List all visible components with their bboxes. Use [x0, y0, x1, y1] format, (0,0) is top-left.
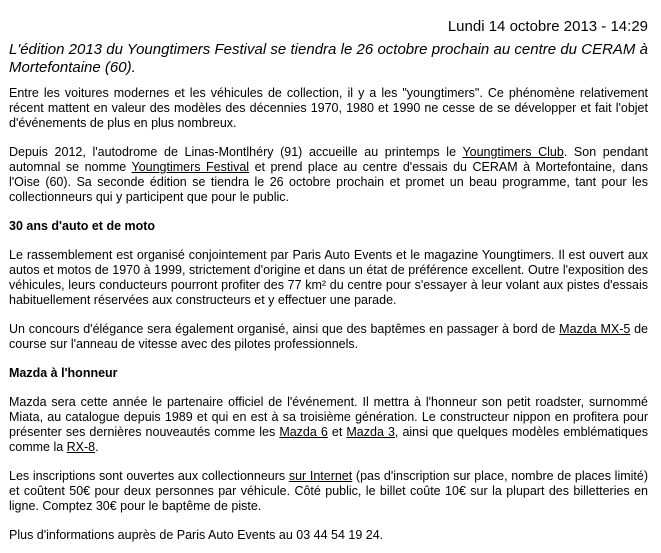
youngtimers-festival-link[interactable]: Youngtimers Festival [131, 160, 250, 174]
text-segment: et [327, 425, 347, 439]
text-segment: . [95, 440, 99, 454]
paragraph-concours [9, 322, 648, 352]
article-lead: L'édition 2013 du Youngtimers Festival se tiendra le 26 octobre prochain au centre du CERAM à Mortefontaine (60). [9, 41, 648, 76]
text-segment: Depuis 2012, l'autodrome de Linas-Montlhéry (91) accueille au printemps le [9, 145, 463, 159]
section-heading-30-ans: 30 ans d'auto et de moto [9, 219, 156, 233]
article-date: Lundi 14 octobre 2013 - 14:29 [447, 18, 648, 35]
paragraph-inscriptions [9, 469, 648, 514]
paragraph-organisation: Le rassemblement est organisé conjointement par Paris Auto Events et le magazine Youngtimers. Il est ouvert aux autos et motos de 1970 à 1999, strictement d'origine et dans un état de préférence excellent. Outre l'exposition des véhicules, leurs conducteurs pourront profiter des 77 km² du centre pour s'essayer à leur volant aux pistes d'essais habituellement réservées aux constructeurs et y effectuer une parade. [9, 248, 648, 307]
mazda-6-link[interactable]: Mazda 6 [279, 425, 328, 439]
text-segment: Les inscriptions sont ouvertes aux collectionneurs [9, 469, 289, 483]
paragraph-mazda [9, 395, 648, 455]
section-heading-mazda: Mazda à l'honneur [9, 366, 118, 380]
text-segment: Un concours d'élégance sera également organisé, ainsi que des baptêmes en passager à bord de [9, 322, 560, 336]
paragraph-history [9, 145, 648, 205]
text-segment: Mazda sera cette année le partenaire officiel de l'événement. Il mettra à l'honneur son petit roadster, surnommé Miata, au catalogue depuis 1989 et qui en est à sa troisième génération. Le constructeur nippon en profitera pour présenter ses dernières nouveautés comme les [9, 395, 648, 439]
youngtimers-club-link[interactable]: Youngtimers Club [462, 145, 564, 159]
text-segment: et prend place au centre d'essais du CERAM à Mortefontaine, dans l'Oise (60). Sa seconde édition se tiendra le 26 octobre prochain et promet un beau programme, tant pour les collectionneurs qui y participent que pour le public. [9, 160, 649, 204]
paragraph-contact: Plus d'informations auprès de Paris Auto Events au 03 44 54 19 24. [9, 528, 384, 542]
text-segment: , ainsi que quelques modèles emblématiques comme la [9, 425, 648, 454]
text-segment: . Son pendant automnal se nomme [9, 145, 648, 174]
text-segment: de course sur l'anneau de vitesse avec des pilotes professionnels. [9, 322, 648, 351]
text-segment: (pas d'inscription sur place, nombre de places limité) et coûtent 50€ pour deux personnes par véhicule. Côté public, le billet coûte 10€ sur la plupart des billetteries en ligne. Comptez 30€ pour le baptême de piste. [9, 469, 649, 513]
sur-internet-link[interactable]: sur Internet [288, 469, 353, 483]
paragraph-intro: Entre les voitures modernes et les véhicules de collection, il y a les "youngtimers". Ce phénomène relativement récent mattent en valeur des modèles des décennies 1970, 1980 et 1990 ne cesse de se développer et fait l'objet d'événements de plus en plus nombreux. [9, 86, 648, 130]
mazda-3-link[interactable]: Mazda 3 [346, 425, 395, 439]
rx8-link[interactable]: RX-8 [66, 440, 96, 454]
mazda-mx5-link[interactable]: Mazda MX-5 [559, 322, 631, 336]
